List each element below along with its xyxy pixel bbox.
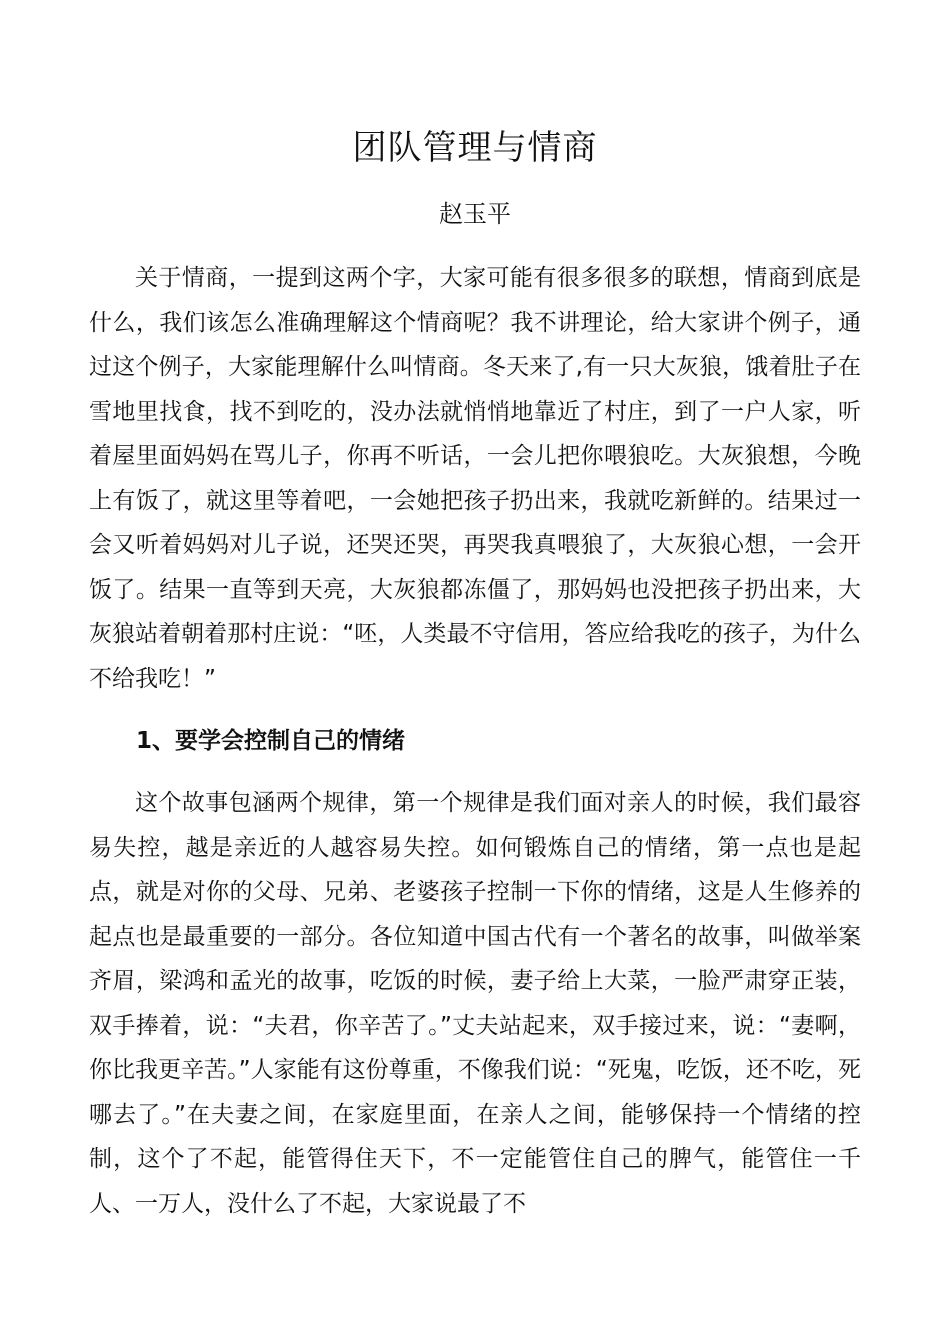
body-paragraph-2: 这个故事包涵两个规律，第一个规律是我们面对亲人的时候，我们最容易失控，越是亲近的人越容易失控。如何锻炼自己的情绪，第一点也是起点，就是对你的父母、兄弟、老婆孩子控制一下你的情绪，这是人生修养的起点也是最重要的一部分。各位知道中国古代有一个著名的故事，叫做举案齐眉，梁鸿和孟光的故事，吃饭的时候，妻子给上大菜，一脸严肃穿正装，双手捧着，说：“夫君，你辛苦了。”丈夫站起来，双手接过来，说：“妻啊，你比我更辛苦。”人家能有这份尊重，不像我们说：“死鬼，吃饭，还不吃，死哪去了。”在夫妻之间，在家庭里面，在亲人之间，能够保持一个情绪的控制，这个了不起，能管得住天下，不一定能管住自己的脾气，能管住一千人、一万人，没什么了不起，大家说最了不 [89,790,861,1217]
section-heading-1: 1、要学会控制自己的情绪 [136,728,406,754]
body-paragraph-1: 关于情商，一提到这两个字，大家可能有很多很多的联想，情商到底是什么，我们该怎么准确理解这个情商呢？我不讲理论，给大家讲个例子，通过这个例子，大家能理解什么叫情商。冬天来了,有一只大灰狼，饿着肚子在雪地里找食，找不到吃的，没办法就悄悄地靠近了村庄，到了一户人家，听着屋里面妈妈在骂儿子，你再不听话，一会儿把你喂狼吃。大灰狼想，今晚上有饭了，就这里等着吧，一会她把孩子扔出来，我就吃新鲜的。结果过一会又听着妈妈对儿子说，还哭还哭，再哭我真喂狼了，大灰狼心想，一会开饭了。结果一直等到天亮，大灰狼都冻僵了，那妈妈也没把孩子扔出来，大灰狼站着朝着那村庄说：“呸，人类最不守信用，答应给我吃的孩子，为什么不给我吃！” [89,265,861,692]
document-title: 团队管理与情商 [352,128,598,168]
document-author: 赵玉平 [439,200,511,228]
